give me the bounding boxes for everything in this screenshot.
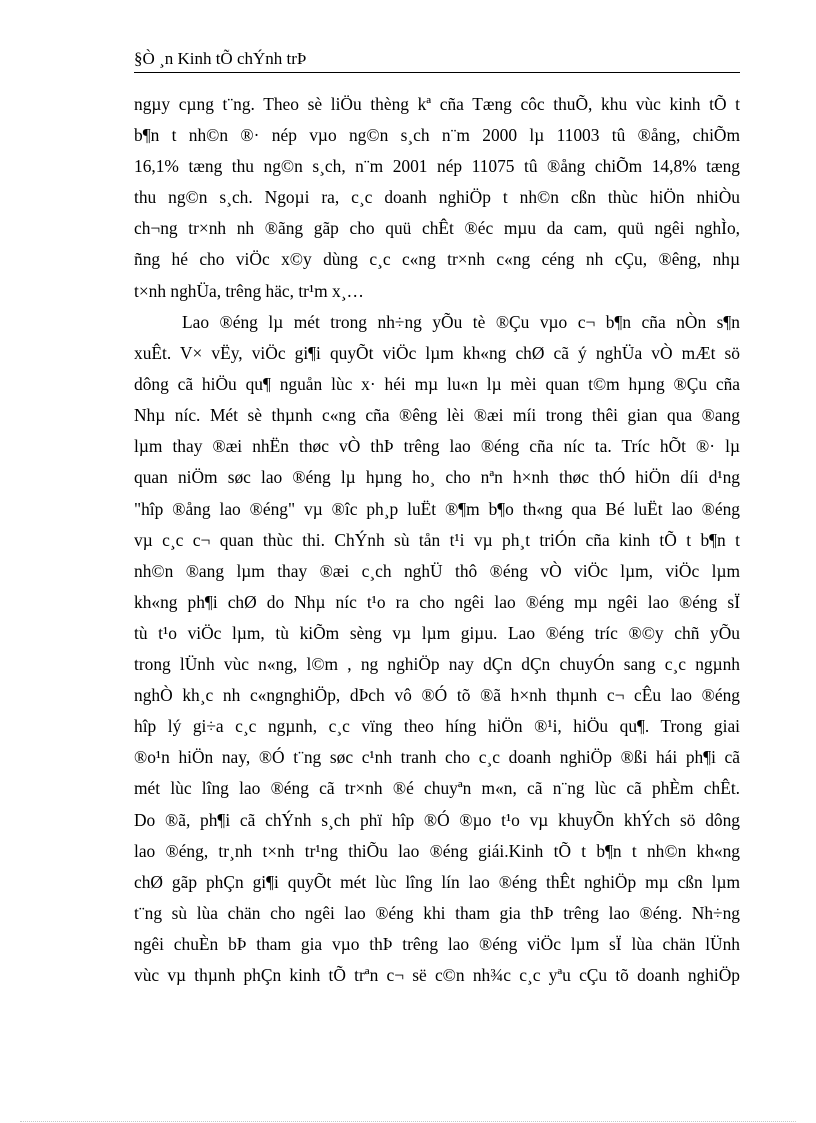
text-line: ngµy cµng t¨ng. Theo sè liÖu thèng kª cña Tæng côc thuÕ, khu vùc kinh tÕ t [134,94,740,114]
text-line: hîp lý gi÷a c¸c ngµnh, c¸c vïng theo híng hiÖn ®¹i, hiÖu qu¶. Trong giai [134,716,740,737]
text-line: ñng hé cho viÖc x©y dùng c¸c c«ng tr×nh c«ng céng nh cÇu, ®êng, nhµ [134,249,740,270]
page-bottom-border [20,1121,796,1122]
text-line: t×nh nghÜa, trêng häc, tr¹m x¸… [134,280,364,301]
text-line: lµm thay ®æi nhËn thøc vÒ thÞ trêng lao ®éng cña níc ta. Tríc hÕt ®· lµ [134,436,740,457]
text-line: 16,1% tæng thu ng©n s¸ch, n¨m 2001 nép 11075 tû ®ång chiÕm 14,8% tæng [134,156,740,177]
text-line: "hîp ®ång lao ®éng" vµ ®îc ph¸p luËt ®¶m b¶o th«ng qua Bé luËt lao ®éng [134,498,740,519]
text-line: t¨ng sù lùa chän cho ngêi lao ®éng khi tham gia thÞ trêng lao ®éng. Nh÷ng [134,902,740,923]
text-line: vùc vµ thµnh phÇn kinh tÕ trªn c¬ së c©n nh¾c c¸c yªu cÇu tõ doanh nghiÖp [134,964,740,985]
text-line: tù t¹o viÖc lµm, tù kiÕm sèng vµ lµm giµu. Lao ®éng tríc ®©y chñ yÕu [134,622,740,643]
paragraph-1 [134,89,740,307]
text-line: ngêi chuÈn bÞ tham gia vµo thÞ trêng lao ®éng viÖc lµm sÏ lùa chän lÜnh [134,933,740,954]
text-line: Nhµ níc. Mét sè thµnh c«ng cña ®êng lèi ®æi míi trong thêi gian qua ®ang [134,405,740,426]
text-line: chØ gãp phÇn gi¶i quyÕt mét lùc lîng lín lao ®éng thÊt nghiÖp mµ cßn lµm [134,871,740,892]
text-line: xuÊt. V× vËy, viÖc gi¶i quyÕt viÖc lµm kh«ng chØ cã ý nghÜa vÒ mÆt sö [134,343,740,364]
text-line: mét lùc lîng lao ®éng cã tr×nh ®é chuyªn m«n, cã n¨ng lùc cã phÈm chÊt. [134,778,740,799]
text-line: kh«ng ph¶i chØ do Nhµ níc t¹o ra cho ngêi lao ®éng mµ ngêi lao ®éng sÏ [134,591,740,612]
paragraph-2 [134,307,740,991]
text-line: Do ®ã, ph¶i cã chÝnh s¸ch phï hîp ®Ó ®µo t¹o vµ khuyÕn khÝch sö dông [134,809,740,830]
text-line: ch¬ng tr×nh nh ®ãng gãp cho quü chÊt ®éc mµu da cam, quü ngêi nghÌo, [134,218,740,239]
text-line: nghÒ kh¸c nh c«ngnghiÖp, dÞch vô ®Ó tõ ®ã h×nh thµnh c¬ cÊu lao ®éng [134,685,740,706]
text-line: Lao ®éng lµ mét trong nh÷ng yÕu tè ®Çu vµo c¬ b¶n cña nÒn s¶n [182,312,740,332]
text-line: trong lÜnh vùc n«ng, l©m , ng nghiÖp nay dÇn dÇn chuyÓn sang c¸c ngµnh [134,654,740,675]
text-line: dông cã hiÖu qu¶ nguån lùc x· héi mµ lu«n lµ mèi quan t©m hµng ®Çu cña [134,374,740,395]
text-line: thu ng©n s¸ch. Ngoµi ra, c¸c doanh nghiÖp t nh©n cßn thùc hiÖn nhiÒu [134,187,740,208]
text-line: nh©n ®ang lµm thay ®æi c¸ch nghÜ thô ®éng vÒ viÖc lµm, viÖc lµm [134,560,740,581]
text-line: lao ®éng, tr¸nh t×nh tr¹ng thiÕu lao ®éng giái.Kinh tÕ t b¶n t nh©n kh«ng [134,840,740,861]
text-line: quan niÖm søc lao ®éng lµ hµng ho¸ cho nªn h×nh thøc thÓ hiÖn díi d¹ng [134,467,740,488]
text-line: vµ c¸c c¬ quan thùc thi. ChÝnh sù tån t¹i vµ ph¸t triÓn cña kinh tÕ t b¶n t [134,529,740,550]
text-line: ®o¹n hiÖn nay, ®Ó t¨ng søc c¹nh tranh cho c¸c doanh nghiÖp ®ßi hái ph¶i cã [134,747,740,768]
text-line: b¶n t nh©n ®· nép vµo ng©n s¸ch n¨m 2000 lµ 11003 tû ®ång, chiÕm [134,125,740,146]
page-header-title: §Ò ¸n Kinh tÕ chÝnh trÞ [134,48,740,73]
